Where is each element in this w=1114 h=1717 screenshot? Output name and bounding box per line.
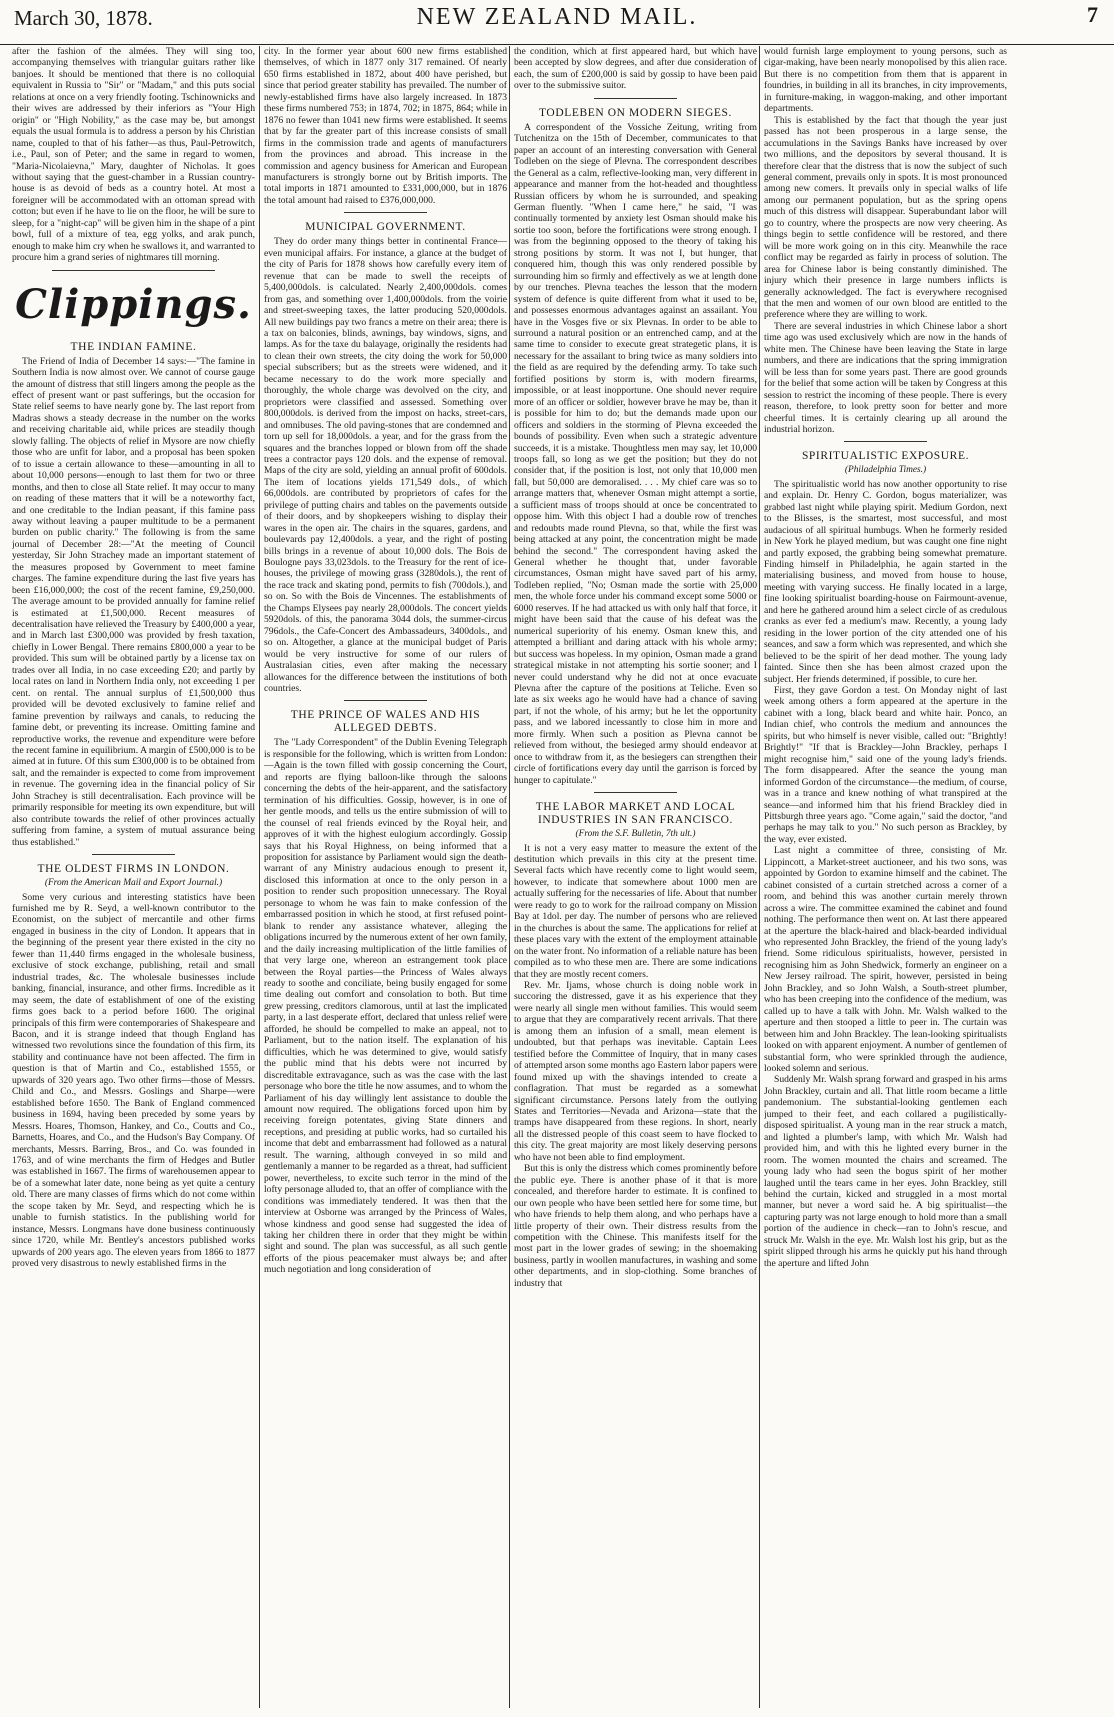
masthead <box>0 0 1114 45</box>
article-title-municipal-government: MUNICIPAL GOVERNMENT. <box>305 221 466 234</box>
article-title-prince-of-wales: THE PRINCE OF WALES AND HIS ALLEGED DEBTS. <box>290 709 481 735</box>
article-source: (Philadelphia Times.) <box>844 465 927 476</box>
article-continuation: would furnish large employment to young persons, such as cigar-making, have been nearly monopolised by this alien race. But there is no competition from them that is apparent in foundries, in building in all its branches, in city improvements, in furniture-making, in waggon-making, and other important departments. <box>764 46 1007 115</box>
article-body: The spiritualistic world has now another opportunity to rise and explain. Dr. Henry C. Gordon, bogus materializer, was grabbed last night while playing spirit. Medium Gordon, next to the Blisses, is the smartest, most successful, and most audacious of all spiritual humbugs. When he formerly resided in New York he played medium, but was caught one fine night and partly exposed, the grabbing being somewhat premature. Finding himself in Philadelphia, he again started in the materialising business, and moved from house to house, meeting with varying success. He finally located in a large, fine looking spiritualist boarding-house on Fairmount-avenue, and here he gathered around him a select circle of as credulous cranks as ever fed a medium's maw. Recently, a young lady residing in the lower portion of the city attended one of his seances, and saw a form which was represented, and which she believed to be the spirit of her dead mother. The young lady fainted. Since then she has been almost crazed upon the subject. Her friends determined, if possible, to cure her. <box>764 478 1007 685</box>
column-2 <box>264 46 507 1708</box>
article-continuation: city. In the former year about 600 new firms established themselves, of which in 1877 only 317 remained. Of nearly 650 firms established in 1872, about 400 have perished, but since that period greater stability has prevailed. The number of newly-established firms have also largely increased. In 1873 these firms numbered 753; in 1874, 702; in 1875, 864; while in 1876 no fewer than 1041 new firms were established. It seems that by far the greater part of this increase consists of small firms in the commission trade and agents of manufacturers from the provinces and abroad. This increase in the commission and agency business for American and European manufacturers is strongly borne out by British imports. The total imports in 1871 amounted to £331,000,000, but in 1876 the total amount had raised to £376,000,000. <box>264 46 507 206</box>
article-continuation: the condition, which at first appeared hard, but which have been accepted by slow degrees, and after due consideration of each, the sum of £200,000 is said by gossip to have been paid over to the submissive suitor. <box>514 46 757 92</box>
divider <box>594 792 677 793</box>
newspaper-title: NEW ZEALAND MAIL. <box>416 4 698 30</box>
article-title-oldest-firms: THE OLDEST FIRMS IN LONDON. <box>37 863 230 876</box>
article-body: But this is only the distress which comes prominently before the public eye. There is another phase of it that is more concealed, and therefore harder to estimate. It is confined to our own people who have been settled here for some time, but who have friends to help them along, and who perhaps have a little property of their own. Their distress results from the competition with the Chinese. This manifests itself for the most part in the lower grades of sewing; in the shoemaking business, partly in woollen manufactures, in washing and some other departments, and in slop-clothing. Some branches of industry that <box>514 1163 757 1289</box>
clippings-banner: Clippings. <box>15 280 252 328</box>
article-title-todleben: TODLEBEN ON MODERN SIEGES. <box>539 106 732 119</box>
column-1 <box>12 46 255 1708</box>
divider <box>92 854 175 855</box>
divider <box>344 700 427 701</box>
article-title-labor-market: THE LABOR MARKET AND LOCAL INDUSTRIES IN SAN FRANCISCO. <box>535 801 736 827</box>
page-number: 7 <box>1087 2 1098 27</box>
article-body: There are several industries in which Chinese labor a short time ago was used exclusively which are now in the hands of white men. The Chinese have been leaving the State in large numbers, and there are indications that the spring immigration will be less than for some years past. There are good grounds for the belief that some action will be taken by Congress at this session to restrict the incoming of these people. There is every reason, therefore, to look pretty soon for better and more cheerful times. It is certainly clearing up all around the industrial horizon. <box>764 320 1007 435</box>
article-source: (From the American Mail and Export Journal.) <box>44 878 223 889</box>
article-body: Rev. Mr. Ijams, whose church is doing noble work in succoring the distressed, gave it as his experience that they were nearly all single men without families. This would seem to argue that they are comparatively recent arrivals. That there is among them an infusion of a small, mean element is undoubted, but that perhaps was inevitable. Captain Lees testified before the Committee of Inquiry, that in many cases of attempted arson some months ago Eastern labor papers were found mixed up with the shavings intended to create a conflagration. That must be regarded as a somewhat significant circumstance. Persons lately from the outlying States and Territories—Nevada and Arizona—state that the tramps have disappeared from these regions. In short, nearly all the distressed people of this coast seem to have flocked to this city. The great majority are most likely deserving persons who have not been able to find employment. <box>514 979 757 1163</box>
article-body: A correspondent of the Vossiche Zeitung, writing from Tutchenitza on the 15th of December, communicates to that paper an account of an interesting conversation with General Todleben on the siege of Plevna. The correspondent describes the General as a calm, reflective-looking man, very different in appearance and manner from the hot-headed and thoughtless Russian officers by whom he is surrounded, and speaking German fluently. "When I came here," he said, "I was continually tormented by anxiety lest Osman should make his sortie too soon, before the fortifications were strong enough. I was from the beginning opposed to the theory of taking his strong positions by storm. It was not I, but hunger, that conquered him, though this was only rendered possible by surrounding him so firmly and effectively as we at length done by our trenches. Plevna teaches the lesson that the modern system of defence is quite different from what it used to be, and possesses enormous advantages against an assailant. You have in the Vosges five or six Plevnas. In order to be able to surround a natural position or an entrenched camp, and at the same time to consider to execute great strategetic plans, it is necessary for the assailant to bring twice as many soldiers into the field as are required by the defending army. To take such fortified positions by storm is, with modern firearms, impossible, or at least inopportune. One should never require more of an officer or soldier, however brave he may be, than it is possible for him to do; but the demands made upon our officers and soldiers in the storming of Plevna exceeded the bounds of possibility. Even when such a strategic adventure succeeds, it is a mistake. Thoughtless men may say, let 10,000 troops fall, so long as we get the position; but they do not consider that, if the position is lost, not only that 10,000 men fall, but 50,000 are demoralised. . . . My chief care was so to arrange matters that, whenever Osman might attempt a sortie, a sufficient mass of troops should at once be concentrated to oppose him. With this object I had a double row of trenches and redoubts made round Plevna, so that, while the first was being attacked at any point, the concentration might be made behind the second." The correspondent having asked the General whether he thought that, under favorable circumstances, Osman might have saved part of his army, Todleben replied, "No; Osman made the sortie with 25,000 men, the whole force under his command except some 5000 or 6000 reserves. If he had attacked us with only half that force, it might have been said that the cause of his defeat was the numerical superiority of his enemy. Osman knew this, and attempted a brilliant and daring attack with his whole army; but success was hopeless. In my opinion, Osman made a grand strategical mistake in not attempting his sortie sooner; and I never could understand why he did not at once evacuate Plevna after the capture of the positions at Teliche. Even so late as six weeks ago he would have had a chance of saving part, if not the whole, of his army; but he let the opportunity pass, and we labored incessantly to close him in more and more firmly. When such a position as Plevna cannot be relieved from without, the besieged army should endeavor at once to withdraw from it, as the besiegers can strengthen their circle of fortifications every day until the garrison is forced by hunger to capitulate." <box>514 121 757 786</box>
article-body: Some very curious and interesting statistics have been furnished me by R. Seyd, a well-known contributor to the Economist, on the subject of mercantile and other firms engaged in business in the city of London. It appears that in the beginning of the present year there existed in the city no fewer than 11,440 firms engaged in the wholesale business, exclusive of stock exchange, publishing, retail and small industrial trades, &c. The wholesale businesses include banking, financial, insurance, and other firms. Incredible as it may seem, the date of establishment of one of the existing firms goes back to a period before 1600. The original principals of this firm were contemporaries of Shakespeare and Bacon, and it is strange indeed that though England has witnessed two revolutions since the foundation of this firm, its stability and continuance have not been affected. The firm in question is that of Martin and Co., established 1555, or upwards of 320 years ago. Two other firms—those of Messrs. Child and Co., and Messrs. Goslings and Sharpe—were established before 1650. The Bank of England commenced business in 1694, having been preceded by some years by Messrs. Hoares, Thomson, Hankey, and Co., Coutts and Co., Barnetts, Hoares, and Co., and the Hudson's Bay Company. Of merchants, Messrs. Barring, Bros., and Co. was founded in 1763, and of wine merchants the firm of Hedges and Butler was established in 1667. The firms of warehousemen appear to be of a somewhat later date, none being as yet quite a century old. There are many classes of firms which do not come within the scope taken by Mr. Seyd, and respecting which he is unable to furnish statistics. In the publishing world for instance, Messrs. Longmans have done business continuously since 1720, while Mr. Bentley's ancestors published works upwards of 200 years ago. The eleven years from 1866 to 1877 proved very disastrous to newly established firms in the <box>12 891 255 1270</box>
article-title-spiritualistic-exposure: SPIRITUALISTIC EXPOSURE. <box>801 450 970 463</box>
divider <box>844 441 927 442</box>
article-body: This is established by the fact that though the year just passed has not been prosperous in a large sense, the accumulations in the Savings Banks have increased by over two millions, and the depositors by several thousand. It is therefore clear that the distress that is now the subject of such general comment, prevails only in spots. It is most pronounced among new comers. It prevails only in special walks of life among our permanent population, but as the spring opens much of this distress will disappear. Superabundant labor will go to country, where the prospects are now very cheering. As things begin to settle confidence will be restored, and there will be more work going on in this city. Meanwhile the race conflict may be regarded as fairly in process of solution. The area for Chinese labor is being constantly diminished. The injury which their presence in large numbers inflicts is generally acknowledged. The fact is everywhere recognised that the men and women of our own blood are entitled to the preference where they are willing to work. <box>764 114 1007 321</box>
column-rule <box>759 46 760 1708</box>
article-body: They do order many things better in continental France—even municipal affairs. For instance, a glance at the budget of the city of Paris for 1878 shows how carefully every item of revenue that can be made to swell the receipts of 5,400,000dols. is calculated. Nearly 2,400,000dols. comes from gas, and something over 1,400,000dols. from the voirie and street-sweeping taxes, the latter producing 520,000dols. All new buildings pay two francs a metre on their area; there is a tax on balconies, blinds, awnings, bay windows, signs, and lamps. As for the taxe du balayage, originally the residents had to clean their own streets, the city doing the work for 50,000 special subscribers; but as the streets were widened, and it became necessary to do the work more specially and thoroughly, the whole charge was devolved on the city, and proprietors were classified and assessed. Something over 800,000dols. is derived from the impost on hacks, street-cars, and omnibuses. The old paving-stones that are condemned and torn up sell for 18,000dols. a year, and for the grass from the squares and the branches lopped or blown from off the shade trees a contractor pays 120 dols. and the expense of removal. Maps of the city are sold, yielding an annual profit of 600dols. The item of locations yields 171,549 dols., of which 66,000dols. are contributed by proprietors of cafes for the privilege of putting chairs and tables on the pavements outside of their doors, and by shopkeepers wishing to display their wares in the open air. The chairs in the squares, gardens, and boulevards pay 12,400dols. a year, and the right of posting bills brings in a revenue of about 10,000 dols. The Bois de Boulogne pays 33,023dols. to the Treasury for the rent of ice-houses, the privilege of mowing grass (3280dols.), the rent of the race track and skating pond, permits to fish (700dols.), and so on. So with the Bois de Vincennes. The establishments of the Champs Elysees pay nearly 28,000dols. The concert yields 5920dols. of this, the panorama 3044 dols, the summer-circus 796dols., the Cafe-Concert des Ambassadeurs, 3400dols., and so on. Altogether, a glance at the municipal budget of Paris would be very instructive for some of our rulers of Australasian cities, even after making the necessary allowances for the difference between the institutions of both countries. <box>264 236 507 695</box>
article-body: Last night a committee of three, consisting of Mr. Lippincott, a Market-street auctioneer, and his two sons, was appointed by Gordon to examine himself and the cabinet. The cabinet consisted of a curtain stretched across a corner of a room, and behind this was another curtain merely thrown across a wire. The committee examined the cabinet and found nothing. The performance then went on. At last there appeared at the aperture the black-haired and black-bearded individual who represented John Brackley, the friend of the young lady's friend. Some ridiculous spiritualists, however, persisted in recognising him as John Shedwick, formerly an engineer on a New Jersey railroad. The spirit, however, persisted in being John Brackley, and so John Walsh, a South-street plumber, who has been creeping into the confidence of the medium, was called up to have a talk with John. Mr. Walsh walked to the aperture and then stooped a little to peer in. The curtain was between him and John Brackley. The lean-looking spiritualists looked on with apparent enjoyment. A number of gentlemen of substantial form, who were sprinkled through the audience, looked solemn and serious. <box>764 845 1007 1074</box>
column-rule <box>509 46 510 1708</box>
divider <box>52 270 215 271</box>
article-body: The Friend of India of December 14 says:—"The famine in Southern India is now almost over. We cannot of course gauge the amount of distress that still lingers among the people as the effect of present want or past sufferings, but the occasion for State relief seems to have nearly gone by. The last report from Madras shows a steady decrease in the number on the works and receiving charitable aid, while prices are steadily though slowly falling. The objects of relief in Mysore are now chiefly those who are unfit for labor, and a proposal has been spoken of to issue a certain allowance to these—amounting in all to about 10,000 persons—enough to last them for two or three months, and then to close all State relief. It may occur to many on reading of these matters that it will be a noteworthy fact, and one creditable to the Indian peasant, if this famine pass away without leaving a pauper multitude to be a permanent burden on public charity." The following is from the same journal of December 28:—"At the meeting of Council yesterday, Sir John Strachey made an important statement of the measures proposed by Government to meet famine charges. The famine expenditure during the last five years has been £16,000,000; the cost of the recent famine, £9,250,000. The average amount to be provided annually for famine relief is estimated at £1,500,000. Recent measures of decentralisation have relieved the Treasury by £400,000 a year, and in March last £300,000 was provided by fresh taxation, chiefly in Lower Bengal. There remains £800,000 a year to be provided. This sum will be obtained partly by a license tax on trades over all India, in no case exceeding £20; and partly by local rates on land in Northern India only, not exceeding 1 per cent. on rental. The annual surplus of £1,500,000 thus provided will be devoted exclusively to famine relief and famine prevention by railways and canals, to reducing the famine debt, or preventing its increase. Omitting famine and reproductive works, the revenue and expenditure were before the recent famine in equilibrium. A margin of £500,000 is to be aimed at in future. Of this sum £300,000 is to be obtained from salt, and the remainder is expected to come from improvement in revenue. The governing idea in the financial policy of Sir John Strachey is still decentralisation. Each province will be primarily responsible for meeting its own expenditure, but will also contribute towards the relief of other provinces actually suffering from famine, a system of mutual assurance being thus established." <box>12 355 255 848</box>
issue-date: March 30, 1878. <box>14 6 153 30</box>
article-body: It is not a very easy matter to measure the extent of the destitution which prevails in this city at the present time. Several facts which have recently come to light would seem, however, to indicate that somewhere about 1000 men are actually suffering for the necessaries of life. About that number were ready to go to work for the railroad company on Mission Bay at 1dol. per day. The number of persons who are relieved in the churches is about the same. The applications for relief at these places vary with the extent of the employment attainable on the water front. No information of a reliable nature has been compiled as to who these men are. There are some indications that they are mostly recent comers. <box>514 842 757 980</box>
article-source: (From the S.F. Bulletin, 7th ult.) <box>575 829 696 840</box>
article-title-indian-famine: THE INDIAN FAMINE. <box>70 340 197 353</box>
article-body: First, they gave Gordon a test. On Monday night of last week among others a form appeared at the aperture in the cabinet with a long, black beard and white hair. Ponco, an Indian chief, who controls the medium and announces the spirits, but who himself is never visible, called out: "Brightly! Brightly!" "If that is Brackley—John Brackley, perhaps I might recognise him," said one of the young lady's friends. The form disappeared. After the seance the young man informed Gordon of the circumstance—the medium, of course, was in a trance and knew nothing of what transpired at the seance—and informed him that his friend Brackley died in Pittsburgh three years ago. "Come again," said the doctor, "and perhaps he may talk to you." No such person as Brackley, by the way, ever existed. <box>764 685 1007 845</box>
article-body: Suddenly Mr. Walsh sprang forward and grasped in his arms John Brackley, curtain and all. That little room became a little pandemonium. The substantial-looking gentlemen each jumped to their feet, and each collared a pugilistically-disposed spiritualist. A young man in the rear struck a match, and lighted a plumber's lamp, with which Mr. Walsh had provided him, and with this he lighted every burner in the room. The women mounted the chairs and screamed. The young lady who had seen the bogus spirit of her mother laughed until the tears came in her eyes. John Brackley, still behind the curtain, kicked and struggled in a most mortal manner, but never a word said he. A big spiritualist—the capturing party was not large enough to hold more than a small portion of the audience in check—ran to John's rescue, and struck Mr. Walsh in the eye. Mr. Walsh lost his grip, but as the spirit slipped through his arms he quickly put his hand through the aperture and lifted John <box>764 1074 1007 1269</box>
column-3 <box>514 46 757 1708</box>
russian-customs-continuation: after the fashion of the almées. They will sing too, accompanying themselves with triangular guitars rather like banjoes. It should be mentioned that there is no colloquial equivalent in Russia to "Sir" or "Madam," and this puts social relations at once on a very friendly footing. Tschinownicks and their wives are addressed by their inferiors as "Your High origin" or "High Nobility," as the case may be, but amongst equals the usual formula is to address a person by his Christian name, coupled to that of his father—as thus, Paul-Petrowitch, i.e., Paul, son of Peter; and the same in regard to women, "Maria-Nicolaievna," Mary, daughter of Nicholas. It goes without saying that the guest-chamber in a Russian country-house is as devoid of beds as a country hotel. At most a foreigner will be accommodated with an ottoman spread with cotton; but even if he have to lie on the floor, he will be sure to sleep, for a "night-cap" will be given him in the shape of a pint bowl, full of a mixture of tea, egg yolks, and arak punch, enough to make him cry when he swallows it, and warranted to procure him a grand series of nightmares till morning. <box>12 46 255 264</box>
column-rule <box>259 46 260 1708</box>
column-4 <box>764 46 1007 1708</box>
divider <box>344 212 427 213</box>
divider <box>594 98 677 99</box>
article-body: The "Lady Correspondent" of the Dublin Evening Telegraph is responsible for the following, which is written from London:—Again is the town filled with gossip concerning the Court, and reports are flying balloon-like through the saloons concerning the debts of the heir-apparent, and the satisfactory termination of his difficulties. Gossip, however, is in one of her gentle moods, and tells us the entire submission of will to the counsel of real friends evinced by the Royal heir, and approves of it with the highest eulogium accordingly. Gossip says that his Royal Highness, on being informed that a proposition for assistance by Parliament would sign the death-warrant of any Ministry audacious enough to present it, disclosed this information at once to the only person in a position to render such proposition unnecessary. The Royal personage to whom he was fain to make confession of the embarrassed position in which he stood, at first refused point-blank to render any assistance whatever, alleging the obligations incurred by the numerous extent of her own family, and the daily increasing multiplication of the little families of that very large one, whereon an estrangement took place between the Royal parties—the Princess of Wales always ready to soothe and conciliate, being busily engaged for some time dealing out comfort and consolation to both. But time grew pressing, creditors clamorous, until at last the implicated party, in a last desperate effort, declared that unless relief were afforded, he should be compelled to make an appeal, not to Parliament, but to the nation itself. The explanation of his difficulties, which he was determined to give, would satisfy the public mind that his debts were not incurred by discreditable extravagance, such as was the case with the last personage who bore the title he now assumes, and to whom the Parliament of his day willingly lent assistance to double the amount now required. The obligations forced upon him by receiving foreign potentates, giving State dinners and receptions, and presiding at public works, had so curtailed his income that debt and embarrassment had followed as a natural result. The warning, although conveyed in so mild and gentlemanly a manner to be regarded as a threat, had sufficient power, nevertheless, to excite such terror in the mind of the lofty personage alluded to, that an offer of compliance with the conditions was immediately tendered. It was then that the interview at Osborne was arranged by the Princess of Wales, whose kindness and good sense had suggested the idea of taking her children there in order that they might be within sight and sound. The plan was successful, as all such gentle efforts of the pious peacemaker must always be; and after much negotiation and long consideration of <box>264 737 507 1276</box>
